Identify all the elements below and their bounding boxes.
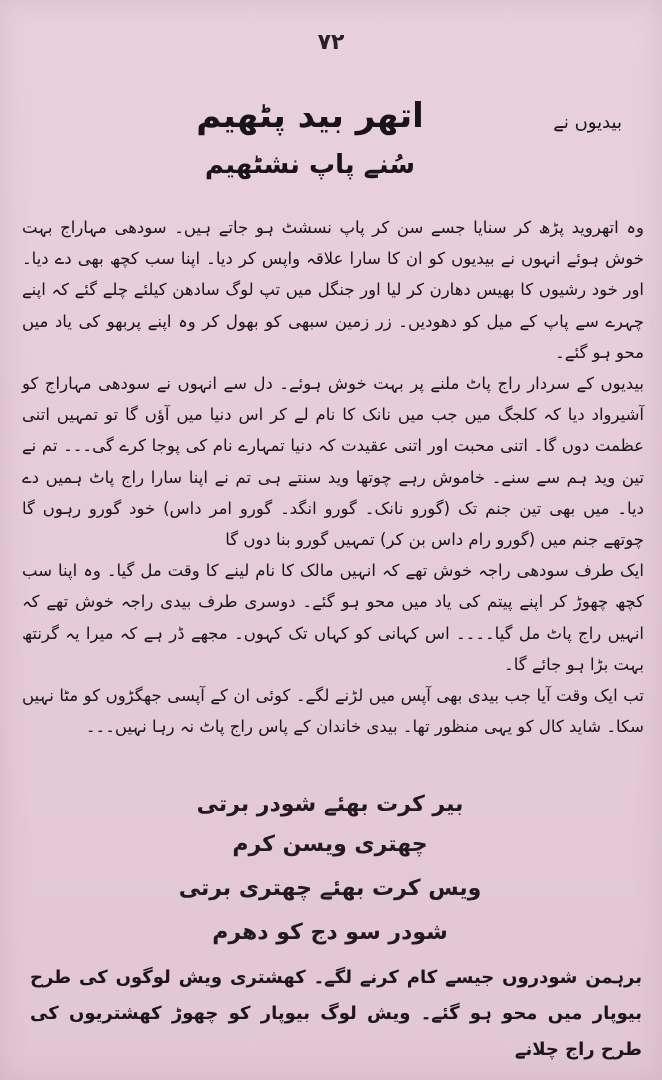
verse-line: شودر سو دج کو دھرم	[212, 920, 448, 945]
verse-line: ویس کرت بھئے چھتری برتی	[178, 876, 482, 901]
verse-line: بیر کرت بھئے شودر برتی	[196, 792, 464, 817]
paragraph: ایک طرف سودھی راجہ خوش تھے کہ انہیں مالک کا نام لینے کا وقت مل گیا۔ وہ اپنا سب کچھ چھوڑ کر اپنے پیتم کی یاد میں محو ہو گئے۔ دوسری طرف بیدی راجہ خوش تھے کہ انہیں راج پاٹ مل گیا۔۔۔۔ اس کہانی کو کہاں تک کہوں۔ مجھے ڈر ہے کہ میرا یہ گرنتھ بہت بڑا ہو جائے گا۔	[22, 561, 644, 674]
page-number: ۷۲	[317, 30, 345, 55]
paragraph: تب ایک وقت آیا جب بیدی بھی آپس میں لڑنے لگے۔ کوئی ان کے آپسی جھگڑوں کو مٹا نہیں سکا۔ شاید کال کو یہی منظور تھا۔ بیدی خاندان کے پاس راج پاٹ نہ رہا نہیں۔۔۔	[22, 686, 644, 737]
verse-heading-title: اتھر بید پٹھیم	[196, 96, 424, 136]
verse-line: چھتری ویسن کرم	[232, 832, 428, 857]
paragraph: بیدیوں کے سردار راج پاٹ ملنے پر بہت خوش ہوئے۔ دل سے انہوں نے سودھی مہاراج کو آشیرواد دیا کہ کلجگ میں جب میں نانک کا نام لے کر اس دنیا میں آؤں گا تو تمہیں اتنی عظمت دوں گا۔ اتنی محبت اور اتنی عقیدت کہ دنیا تمہارے نام کی پوجا کرے گی۔۔۔ تم نے تین وید ہم سے سنے۔ خاموش رہے چوتھا وید سنتے ہی تم نے اپنا سارا راج پاٹ ہمیں دے دیا۔ میں بھی تین جنم تک (گورو نانک۔ گورو انگد۔ گورو امر داس) خود گورو رہوں گا چوتھے جنم میں (گورو رام داس بن کر) تمہیں گورو بنا دوں گا	[22, 374, 644, 550]
verse-heading-subtitle: سُنے پاپ نشٹھیم	[204, 150, 416, 180]
paragraph: برہمن شودروں جیسے کام کرنے لگے۔ کھشتری ویش لوگوں کی طرح بیوپار میں محو ہو گئے۔ ویش لوگ بیوپار کو چھوڑ کھشتریوں کی طرح راج چلانے	[30, 967, 642, 1060]
paragraph: وہ اتھروید پڑھ کر سنایا جسے سن کر پاپ نسشٹ ہو جاتے ہیں۔ سودھی مہاراج بہت خوش ہوئے انہوں نے بیدیوں کو ان کا سارا علاقہ واپس کر دیا۔ اپنا سب کچھ بھی دے دیا۔ اور خود رشیوں کا بھیس دھارن کر لیا اور جنگل میں تپ لوگ سادھن کیلئے چلے گئے کہ اپنے چہرے سے پاپ کے میل کو دھودیں۔ زر زمین سبھی کو بھول کر وہ اپنے پربھو کی یاد میں محو ہو گئے۔	[22, 218, 644, 362]
heading-note: بیدیوں نے	[553, 112, 622, 133]
footer-text	[30, 960, 642, 1068]
body-text	[22, 212, 644, 742]
